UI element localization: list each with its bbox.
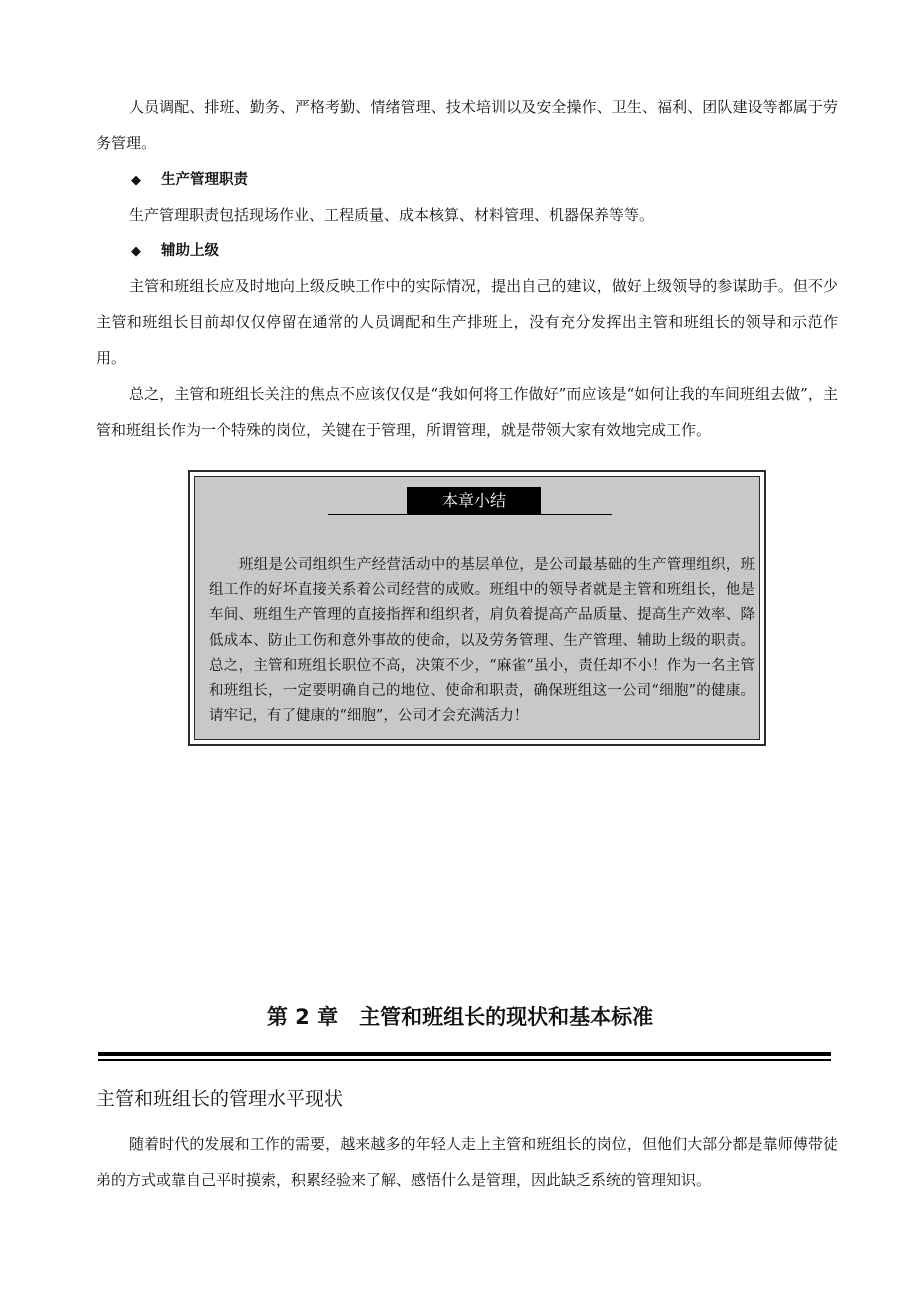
paragraph-production-duties: 生产管理职责包括现场作业、工程质量、成本核算、材料管理、机器保养等等。 [129,206,655,224]
chapter-divider-thick [98,1052,831,1056]
diamond-bullet-icon: ◆ [131,173,141,188]
section-title: 主管和班组长的管理水平现状 [96,1088,344,1110]
chapter-summary-box [188,470,766,746]
chapter-title: 第 2 章 主管和班组长的现状和基本标准 [266,1005,654,1029]
chapter-divider-thin [98,1059,831,1061]
bullet-label: 辅助上级 [161,243,219,259]
bullet-heading-assist-superior [131,241,219,262]
paragraph-status-quo: 随着时代的发展和工作的需要，越来越多的年轻人走上主管和班组长的岗位，但他们大部分都是靠师傅带徒弟的方式或靠自己平时摸索，积累经验来了解、感悟什么是管理，因此缺乏系统的管理知识。 [96,1135,838,1189]
bullet-heading-production-duties [131,170,248,191]
paragraph-labor-management: 人员调配、排班、勤务、严格考勤、情绪管理、技术培训以及安全操作、卫生、福利、团队建设等都属于劳务管理。 [96,98,838,152]
paragraph-assist-superior: 主管和班组长应及时地向上级反映工作中的实际情况，提出自己的建议，做好上级领导的参谋助手。但不少主管和班组长目前却仅仅停留在通常的人员调配和生产排班上，没有充分发挥出主管和班组长的领导和示范作用。 [96,277,838,367]
chapter-summary-title: 本章小结 [407,487,541,515]
bullet-label: 生产管理职责 [161,172,248,188]
chapter-summary-text: 班组是公司组织生产经营活动中的基层单位，是公司最基础的生产管理组织，班组工作的好坏直接关系着公司经营的成败。班组中的领导者就是主管和班组长，他是车间、班组生产管理的直接指挥和组织者，肩负着提高产品质量、提高生产效率、降低成本、防止工伤和意外事故的使命，以及劳务管理、生产管理、辅助上级的职责。总之，主管和班组长职位不高，决策不少，“麻雀”虽小，责任却不小！作为一名主管和班组长，一定要明确自己的地位、使命和职责，确保班组这一公司“细胞”的健康。请牢记，有了健康的“细胞”，公司才会充满活力！ [209,557,755,725]
diamond-bullet-icon: ◆ [131,244,141,259]
chapter-summary-panel [194,476,760,740]
paragraph-conclusion: 总之，主管和班组长关注的焦点不应该仅仅是“我如何将工作做好”而应该是“如何让我的车间班组去做”，主管和班组长作为一个特殊的岗位，关键在于管理，所谓管理，就是带领大家有效地完成工作。 [96,385,838,439]
chapter-summary-rule [328,514,612,515]
